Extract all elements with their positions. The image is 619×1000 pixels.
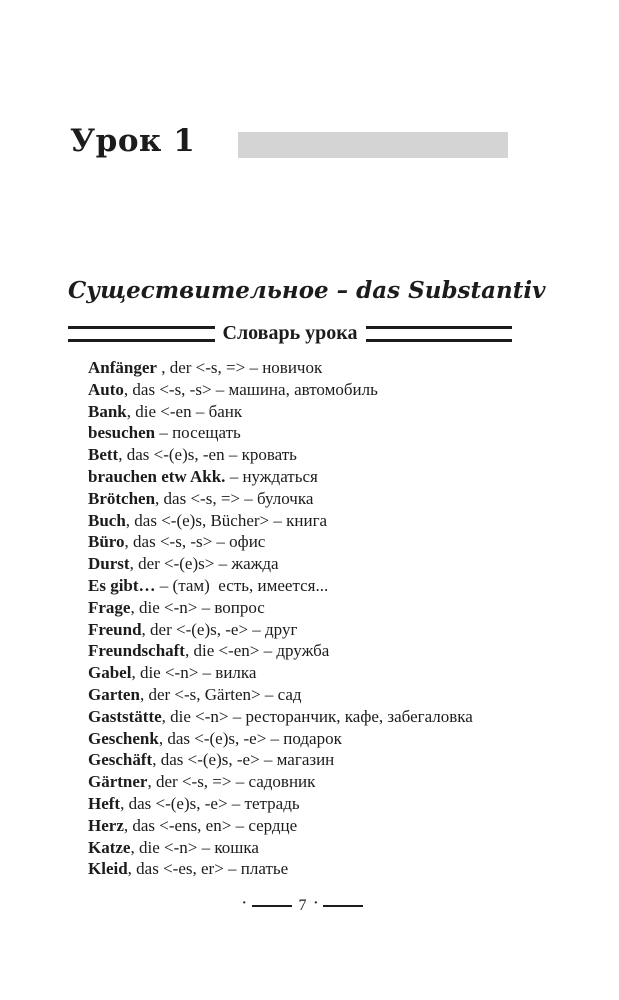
vocab-term: Buch [88, 510, 126, 530]
vocab-details: , das <-ens, en> – сердце [123, 815, 298, 835]
vocab-term: Bett [88, 445, 119, 465]
vocab-term: Freund [88, 619, 142, 639]
vocab-entry [88, 379, 558, 401]
vocab-details: , das <-(e)s, -e> – магазин [152, 750, 335, 770]
vocab-term: besuchen [88, 423, 156, 443]
section-title: Существительное – das Substantiv [68, 277, 546, 304]
vocab-entry [88, 706, 558, 728]
page-footer [0, 898, 612, 914]
vocab-term: Frage [88, 597, 131, 617]
vocab-term: brauchen etw Akk. [88, 466, 226, 486]
vocab-entry [88, 728, 558, 750]
vocab-term: Geschenk [88, 728, 159, 748]
vocab-entry [88, 662, 558, 684]
vocab-term: Garten [88, 684, 140, 704]
vocab-details: , das <-s, => – булочка [155, 488, 314, 508]
lesson-title: Урок 1 [70, 123, 196, 159]
footer-rule-right [323, 905, 363, 908]
vocab-entry [88, 771, 558, 793]
vocab-entry [88, 510, 558, 532]
vocab-entry [88, 749, 558, 771]
footer-dot-left: · [241, 896, 247, 911]
vocab-entry [88, 488, 558, 510]
vocab-details: , die <-n> – вилка [131, 663, 257, 683]
vocab-details: , das <-(e)s, -e> – тетрадь [120, 793, 300, 813]
vocab-term: Herz [88, 815, 124, 835]
vocab-entry [88, 531, 558, 553]
vocab-details: , der <-(e)s, -e> – друг [141, 619, 298, 639]
vocab-term: Gabel [88, 663, 132, 683]
vocab-entry [88, 858, 558, 880]
vocab-entry [88, 357, 558, 379]
vocab-term: Es gibt… [88, 575, 156, 595]
vocab-details: , der <-s, => – садовник [147, 772, 316, 792]
vocab-entry [88, 422, 558, 444]
vocab-details: , die <-n> – кошка [130, 837, 259, 857]
vocab-details: , das <-s, -s> – офис [124, 532, 266, 552]
vocab-entry [88, 837, 558, 859]
vocab-entry [88, 815, 558, 837]
footer-rule-left [252, 905, 292, 908]
vocab-term: Durst [88, 554, 130, 574]
vocab-details: , der <-(e)s> – жажда [129, 554, 279, 574]
vocab-details: , die <-n> – ресторанчик, кафе, забегаловка [161, 706, 473, 726]
footer-dot-right: · [313, 896, 319, 911]
chapter-header-bar [238, 132, 508, 158]
double-rule-right [366, 326, 513, 342]
vocab-term: Freundschaft [88, 641, 185, 661]
vocab-details: , der <-s, Gärten> – сад [139, 684, 302, 704]
vocab-entry [88, 575, 558, 597]
double-rule-left [68, 326, 215, 342]
vocab-details: , das <-s, -s> – машина, автомобиль [123, 379, 378, 399]
vocab-term: Bank [88, 401, 127, 421]
vocab-list [88, 357, 558, 880]
vocab-term: Brötchen [88, 488, 156, 508]
vocab-details: , die <-en – банк [126, 401, 243, 421]
vocab-entry [88, 597, 558, 619]
vocab-heading-row [68, 322, 512, 346]
vocab-term: Büro [88, 532, 125, 552]
vocab-entry [88, 444, 558, 466]
vocab-term: Kleid [88, 859, 128, 879]
vocab-details: , die <-en> – дружба [184, 641, 330, 661]
vocab-entry [88, 684, 558, 706]
vocab-term: Auto [88, 379, 124, 399]
page-number: 7 [298, 897, 307, 914]
vocab-term: Heft [88, 793, 121, 813]
vocab-details: – (там) есть, имеется... [155, 575, 329, 595]
vocab-entry [88, 793, 558, 815]
vocab-entry [88, 466, 558, 488]
vocab-term: Gaststätte [88, 706, 162, 726]
vocab-details: – нуждаться [225, 466, 318, 486]
vocab-entry [88, 640, 558, 662]
vocab-term: Geschäft [88, 750, 153, 770]
vocab-entry [88, 401, 558, 423]
vocab-details: , das <-(e)s, Bücher> – книга [125, 510, 328, 530]
vocab-details: – посещать [155, 423, 241, 443]
vocab-entry [88, 619, 558, 641]
vocab-term: Anfänger [88, 358, 157, 377]
vocab-details: , das <-(e)s, -e> – подарок [158, 728, 342, 748]
vocab-details: , das <-(e)s, -en – кровать [118, 445, 297, 465]
vocab-heading: Словарь урока [222, 322, 358, 344]
vocab-entry [88, 553, 558, 575]
vocab-details: , die <-n> – вопрос [130, 597, 265, 617]
vocab-term: Katze [88, 837, 131, 857]
vocab-details: , der <-s, => – новичок [156, 358, 323, 377]
vocab-term: Gärtner [88, 772, 148, 792]
vocab-details: , das <-es, er> – платье [127, 859, 289, 879]
